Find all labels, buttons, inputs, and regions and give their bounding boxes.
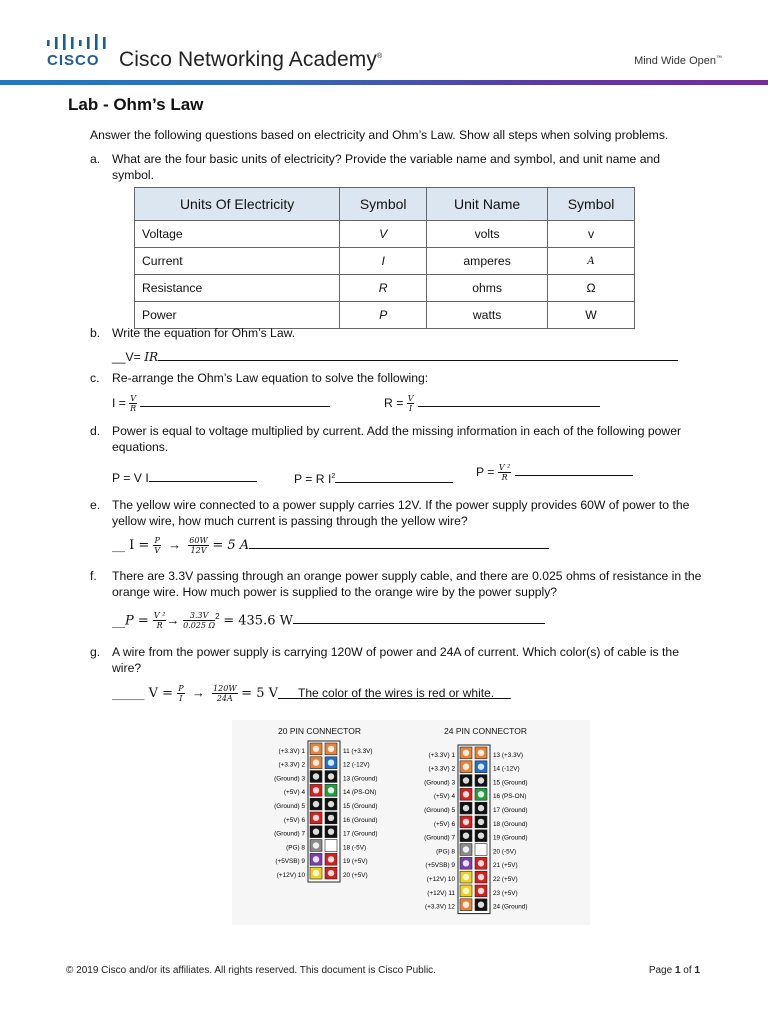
pin-hole [328,842,334,848]
pin-label-left: (Ground) 3 [424,779,455,787]
pin-hole [478,805,484,811]
pin-hole [463,777,469,783]
page-number: Page 1 of 1 [648,965,700,976]
question-d-text: Power is equal to voltage multiplied by current. Add the missing information in each of the following power equations. [112,424,682,454]
pin-label-right: 12 (-12V) [343,761,370,769]
table-header-row [135,188,635,221]
answer-c-current: I = $\frac{V}{R}$ [112,394,330,413]
pin-hole [313,773,319,779]
pin-hole [313,801,319,807]
pin-hole [478,888,484,894]
table-cell: ohms [427,275,548,302]
answer-f: __P = $\frac{\text{V ²}}{R}$ → $\frac{3.3V}{0.025 \Omega}$ $^2$ = 435.6 W [112,609,545,630]
pin-label-right: 24 (Ground) [493,903,528,911]
question-b-text: Write the equation for Ohm’s Law. [112,326,296,340]
question-e-text: The yellow wire connected to a power supply carries 12V. If the power supply provides 60W of power to the yellow wire, how much current is passing through the yellow wire? [112,498,690,528]
pin-hole [328,760,334,766]
pin-hole [478,764,484,770]
table-header: Units Of Electricity [135,188,340,221]
question-f-label: f. [90,569,97,583]
cisco-logo-wordmark: CISCO [47,52,100,69]
pin-hole [463,791,469,797]
pin-label-left: (+5V) 6 [283,816,305,824]
answer-g: _____ V = $\frac{P}{I}$ → $\frac{120W}{24A}$ = 5 V The color of the wires is red or white. [112,684,495,703]
pin-label-left: (+3.3V) 1 [278,747,305,755]
pin-hole [313,787,319,793]
table-row [135,248,635,275]
table-cell: Resistance [135,275,340,302]
pin-label-right: 13 (+3.3V) [493,751,524,759]
table-cell: W [548,302,635,329]
pin-hole [328,856,334,862]
answer-d-p1: P = V I [112,469,257,486]
pin-hole [463,764,469,770]
pin-label-right: 18 (-5V) [343,844,367,852]
table-cell: amperes [427,248,548,275]
pin-label-left: (Ground) 5 [274,803,305,810]
pin-label-left: (+3.3V) 2 [278,761,305,769]
table-cell: volts [427,221,548,248]
table-cell: P [340,302,427,329]
brand-name: Cisco Networking Academy® [119,48,383,71]
pin-hole [463,819,469,825]
pin-label-left: (+3.3V) 12 [424,903,455,911]
pin-hole [463,860,469,866]
table-cell: V [340,221,427,248]
intro-text: Answer the following questions based on electricity and Ohm’s Law. Show all steps when solving problems. [90,128,669,142]
connector-24-title: 24 PIN CONNECTOR [444,726,527,736]
table-header: Symbol [548,188,635,221]
pin-hole [313,760,319,766]
pin-hole [463,888,469,894]
pin-hole [313,815,319,821]
question-d-label: d. [90,424,101,438]
table-row [135,221,635,248]
pin-hole [463,846,469,852]
pin-hole [463,902,469,908]
pin-hole [328,773,334,779]
pin-hole [478,902,484,908]
question-a-text: What are the four basic units of electricity? Provide the variable name and symbol, and unit name and symbol. [112,152,661,182]
pin-hole [313,870,319,876]
pin-label-right: 20 (-5V) [493,848,517,856]
pin-hole [463,874,469,880]
pin-label-right: 16 (Ground) [343,816,378,824]
pin-label-right: 15 (Ground) [343,803,378,810]
pin-hole [328,746,334,752]
table-cell: Current [135,248,340,275]
pin-label-left: (+5VSB) 9 [275,858,305,866]
pin-hole [478,750,484,756]
pin-hole [313,746,319,752]
table-header: Symbol [340,188,427,221]
pin-label-left: (+5VSB) 9 [425,862,455,870]
table-cell: A [548,248,635,275]
pin-hole [478,833,484,839]
tagline: Mind Wide Open™ [634,55,722,67]
pin-label-left: (+12V) 10 [426,876,455,883]
pin-label-right: 15 (Ground) [493,779,528,787]
pin-label-right: 14 (-12V) [493,765,520,773]
pin-hole [478,860,484,866]
table-cell: v [548,221,635,248]
pin-hole [463,833,469,839]
pin-label-right: 21 (+5V) [493,862,518,870]
question-c-text: Re-arrange the Ohm’s Law equation to solve the following: [112,371,429,385]
pin-hole [478,846,484,852]
pin-hole [328,815,334,821]
units-table [134,187,635,329]
pin-hole [313,856,319,862]
answer-d-p3: P = $\frac{\text{V ²}}{R}$ [476,463,633,482]
answer-e: __ I = $\frac{P}{V}$ → $\frac{60W}{12V}$ = 5 A [112,536,549,555]
question-g-text: A wire from the power supply is carrying 120W of power and 24A of current. Which color(s) of cable is the wire? [112,645,679,675]
pin-hole [463,805,469,811]
pin-label-left: (+5V) 4 [433,793,455,801]
pin-hole [313,829,319,835]
table-cell: Ω [548,275,635,302]
pin-label-right: 16 (PS-ON) [493,793,527,801]
pin-label-right: 13 (Ground) [343,775,378,783]
question-e-label: e. [90,498,101,512]
cisco-logo-bars-icon [46,32,110,50]
pin-label-right: 22 (+5V) [493,876,518,883]
pin-hole [478,819,484,825]
pin-label-left: (+12V) 11 [427,889,455,897]
table-cell: Voltage [135,221,340,248]
answer-c-resistance: R = $\frac{V}{I}$ [384,394,600,413]
pin-label-right: 18 (Ground) [493,820,528,828]
pin-hole [328,829,334,835]
copyright: © 2019 Cisco and/or its affiliates. All rights reserved. This document is Cisco Public. [66,965,436,976]
pin-label-right: 11 (+3.3V) [343,747,373,755]
table-header: Unit Name [427,188,548,221]
pin-label-left: (PG) 8 [286,844,305,852]
pin-label-left: (+5V) 4 [283,789,305,797]
pin-hole [328,801,334,807]
pin-hole [328,870,334,876]
pin-label-right: 19 (Ground) [493,834,528,842]
pin-label-left: (+3.3V) 2 [428,765,455,773]
header-divider [0,80,768,85]
table-cell: R [340,275,427,302]
question-b-label: b. [90,326,101,340]
connector-20-title: 20 PIN CONNECTOR [278,726,361,736]
pin-label-right: 23 (+5V) [493,889,518,897]
question-a-label: a. [90,152,101,166]
table-cell: watts [427,302,548,329]
table-cell: I [340,248,427,275]
pin-label-right: 17 (Ground) [493,807,528,814]
pin-label-left: (Ground) 7 [424,834,455,842]
pin-label-left: (+5V) 6 [433,820,455,828]
pin-label-left: (+12V) 10 [276,872,305,879]
pin-hole [313,842,319,848]
pin-label-left: (Ground) 5 [424,807,455,814]
table-cell: Power [135,302,340,329]
pin-hole [478,777,484,783]
table-row [135,275,635,302]
pin-label-right: 14 (PS-ON) [343,789,377,797]
pin-label-left: (+3.3V) 1 [428,751,455,759]
answer-b: __V= IR [112,348,678,365]
pin-label-right: 17 (Ground) [343,830,378,838]
page-title: Lab - Ohm’s Law [68,95,204,114]
answer-d-p2: P = R $I^2$ [294,469,453,487]
pin-hole [478,791,484,797]
pin-label-left: (Ground) 3 [274,775,305,783]
pin-label-left: (PG) 8 [436,848,455,856]
pin-label-right: 20 (+5V) [343,872,368,879]
pin-hole [463,750,469,756]
pin-hole [478,874,484,880]
pin-label-right: 19 (+5V) [343,858,368,866]
pin-label-left: (Ground) 7 [274,830,305,838]
atx-connector-diagram [232,720,590,925]
question-c-label: c. [90,371,100,385]
question-g-label: g. [90,645,101,659]
question-f-text: There are 3.3V passing through an orange power supply cable, and there are 0.025 ohms of resistance in the orange wire. How much power is supplied to the orange wire by the power supply? [112,569,702,599]
pin-hole [328,787,334,793]
